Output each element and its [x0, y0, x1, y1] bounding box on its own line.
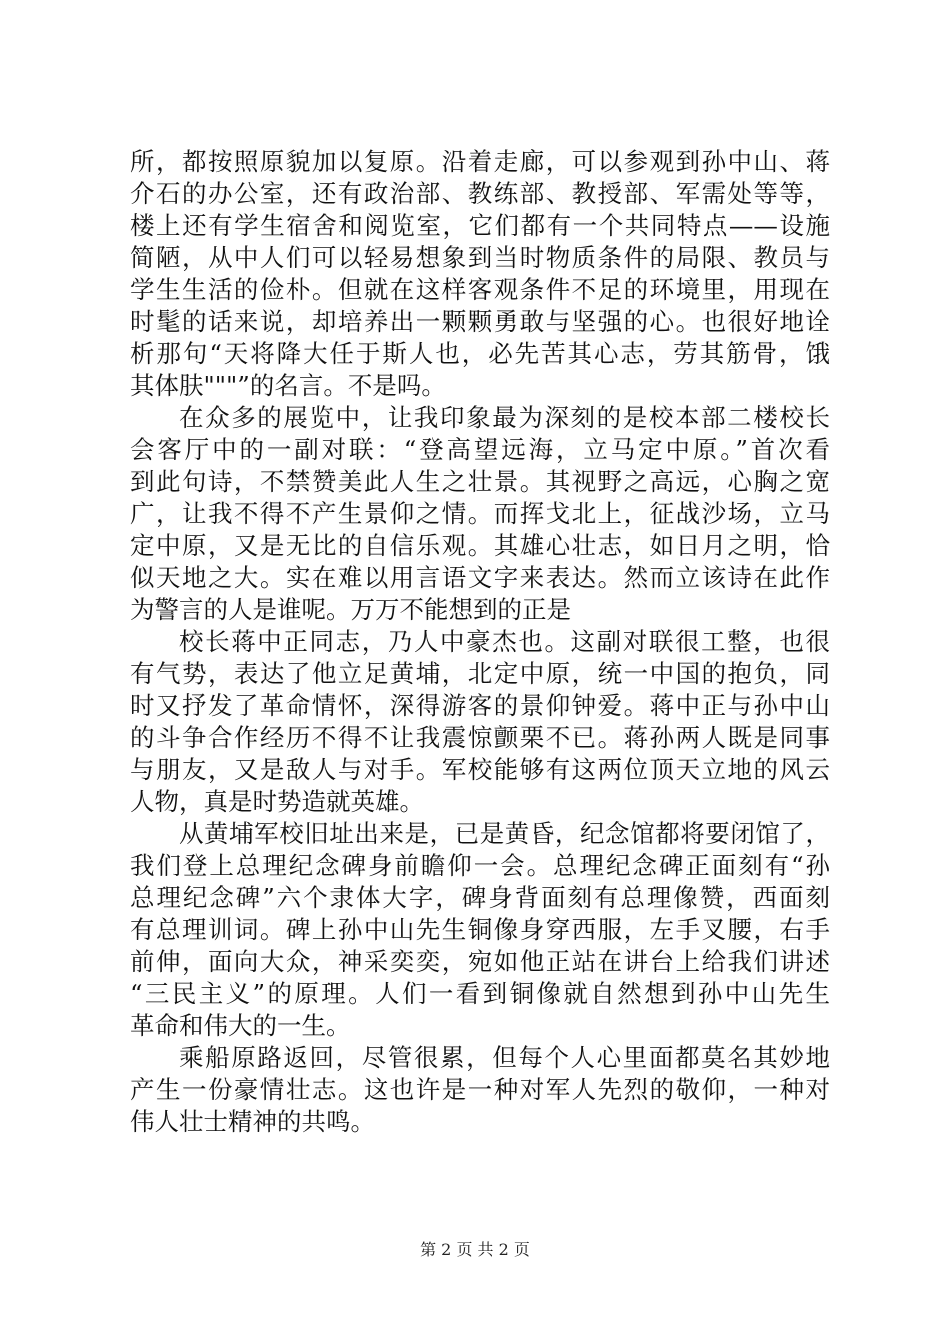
text-line: 到此句诗，不禁赞美此人生之壮景。其视野之高远，心胸之宽: [130, 467, 830, 496]
text-line: 伟人壮士精神的共鸣。: [130, 1107, 375, 1136]
text-line: 前伸，面向大众，神采奕奕，宛如他正站在讲台上给我们讲述: [130, 947, 830, 976]
paragraph: [130, 146, 830, 402]
text-line: 与朋友，又是敌人与对手。军校能够有这两位顶天立地的风云: [130, 755, 830, 784]
text-line: 时又抒发了革命情怀，深得游客的景仰钟爱。蒋中正与孙中山: [130, 691, 830, 720]
text-line: 校长蒋中正同志，乃人中豪杰也。这副对联很工整，也很: [179, 627, 830, 656]
text-line: 有总理训词。碑上孙中山先生铜像身穿西服，左手叉腰，右手: [130, 915, 830, 944]
text-line: 从黄埔军校旧址出来是，已是黄昏，纪念馆都将要闭馆了，: [179, 819, 830, 848]
text-line: 会客厅中的一副对联：“登高望远海，立马定中原。”首次看: [130, 435, 830, 464]
text-line: “三民主义”的原理。人们一看到铜像就自然想到孙中山先生: [130, 979, 830, 1008]
page-footer: 第 2 页 共 2 页: [420, 1240, 530, 1259]
text-line: 总理纪念碑”六个隶体大字，碑身背面刻有总理像赞，西面刻: [130, 883, 830, 912]
text-line: 析那句“天将降大任于斯人也，必先苦其心志，劳其筋骨，饿: [130, 339, 830, 368]
text-line: 时髦的话来说，却培养出一颗颗勇敢与坚强的心。也很好地诠: [130, 307, 830, 336]
paragraph: [130, 1042, 830, 1138]
text-line: 简陋，从中人们可以轻易想象到当时物质条件的局限、教员与: [130, 243, 830, 272]
text-line: 在众多的展览中，让我印象最为深刻的是校本部二楼校长: [179, 403, 830, 432]
text-line: 的斗争合作经历不得不让我震惊颤栗不已。蒋孙两人既是同事: [130, 723, 830, 752]
paragraph: [130, 626, 830, 818]
text-line: 乘船原路返回，尽管很累，但每个人心里面都莫名其妙地: [179, 1043, 830, 1072]
paragraph: [130, 818, 830, 1042]
text-line: 定中原，又是无比的自信乐观。其雄心壮志，如日月之明，恰: [130, 531, 830, 560]
text-line: 介石的办公室，还有政治部、教练部、教授部、军需处等等，: [130, 179, 830, 208]
text-line: 楼上还有学生宿舍和阅览室，它们都有一个共同特点——设施: [130, 211, 830, 240]
text-line: 产生一份豪情壮志。这也许是一种对军人先烈的敬仰，一种对: [130, 1075, 830, 1104]
text-line: 有气势，表达了他立足黄埔，北定中原，统一中国的抱负，同: [130, 659, 830, 688]
text-line: 广，让我不得不产生景仰之情。而挥戈北上，征战沙场，立马: [130, 499, 830, 528]
document-body: [130, 146, 830, 1138]
paragraph: [130, 402, 830, 626]
text-line: 其体肤"""”的名言。不是吗。: [130, 371, 446, 400]
text-line: 所，都按照原貌加以复原。沿着走廊，可以参观到孙中山、蒋: [130, 147, 830, 176]
text-line: 我们登上总理纪念碑身前瞻仰一会。总理纪念碑正面刻有“孙: [130, 851, 830, 880]
text-line: 学生生活的俭朴。但就在这样客观条件不足的环境里，用现在: [130, 275, 830, 304]
text-line: 人物，真是时势造就英雄。: [130, 787, 424, 816]
text-line: 似天地之大。实在难以用言语文字来表达。然而立该诗在此作: [130, 563, 830, 592]
text-line: 革命和伟大的一生。: [130, 1011, 351, 1040]
text-line: 为警言的人是谁呢。万万不能想到的正是: [130, 595, 571, 624]
